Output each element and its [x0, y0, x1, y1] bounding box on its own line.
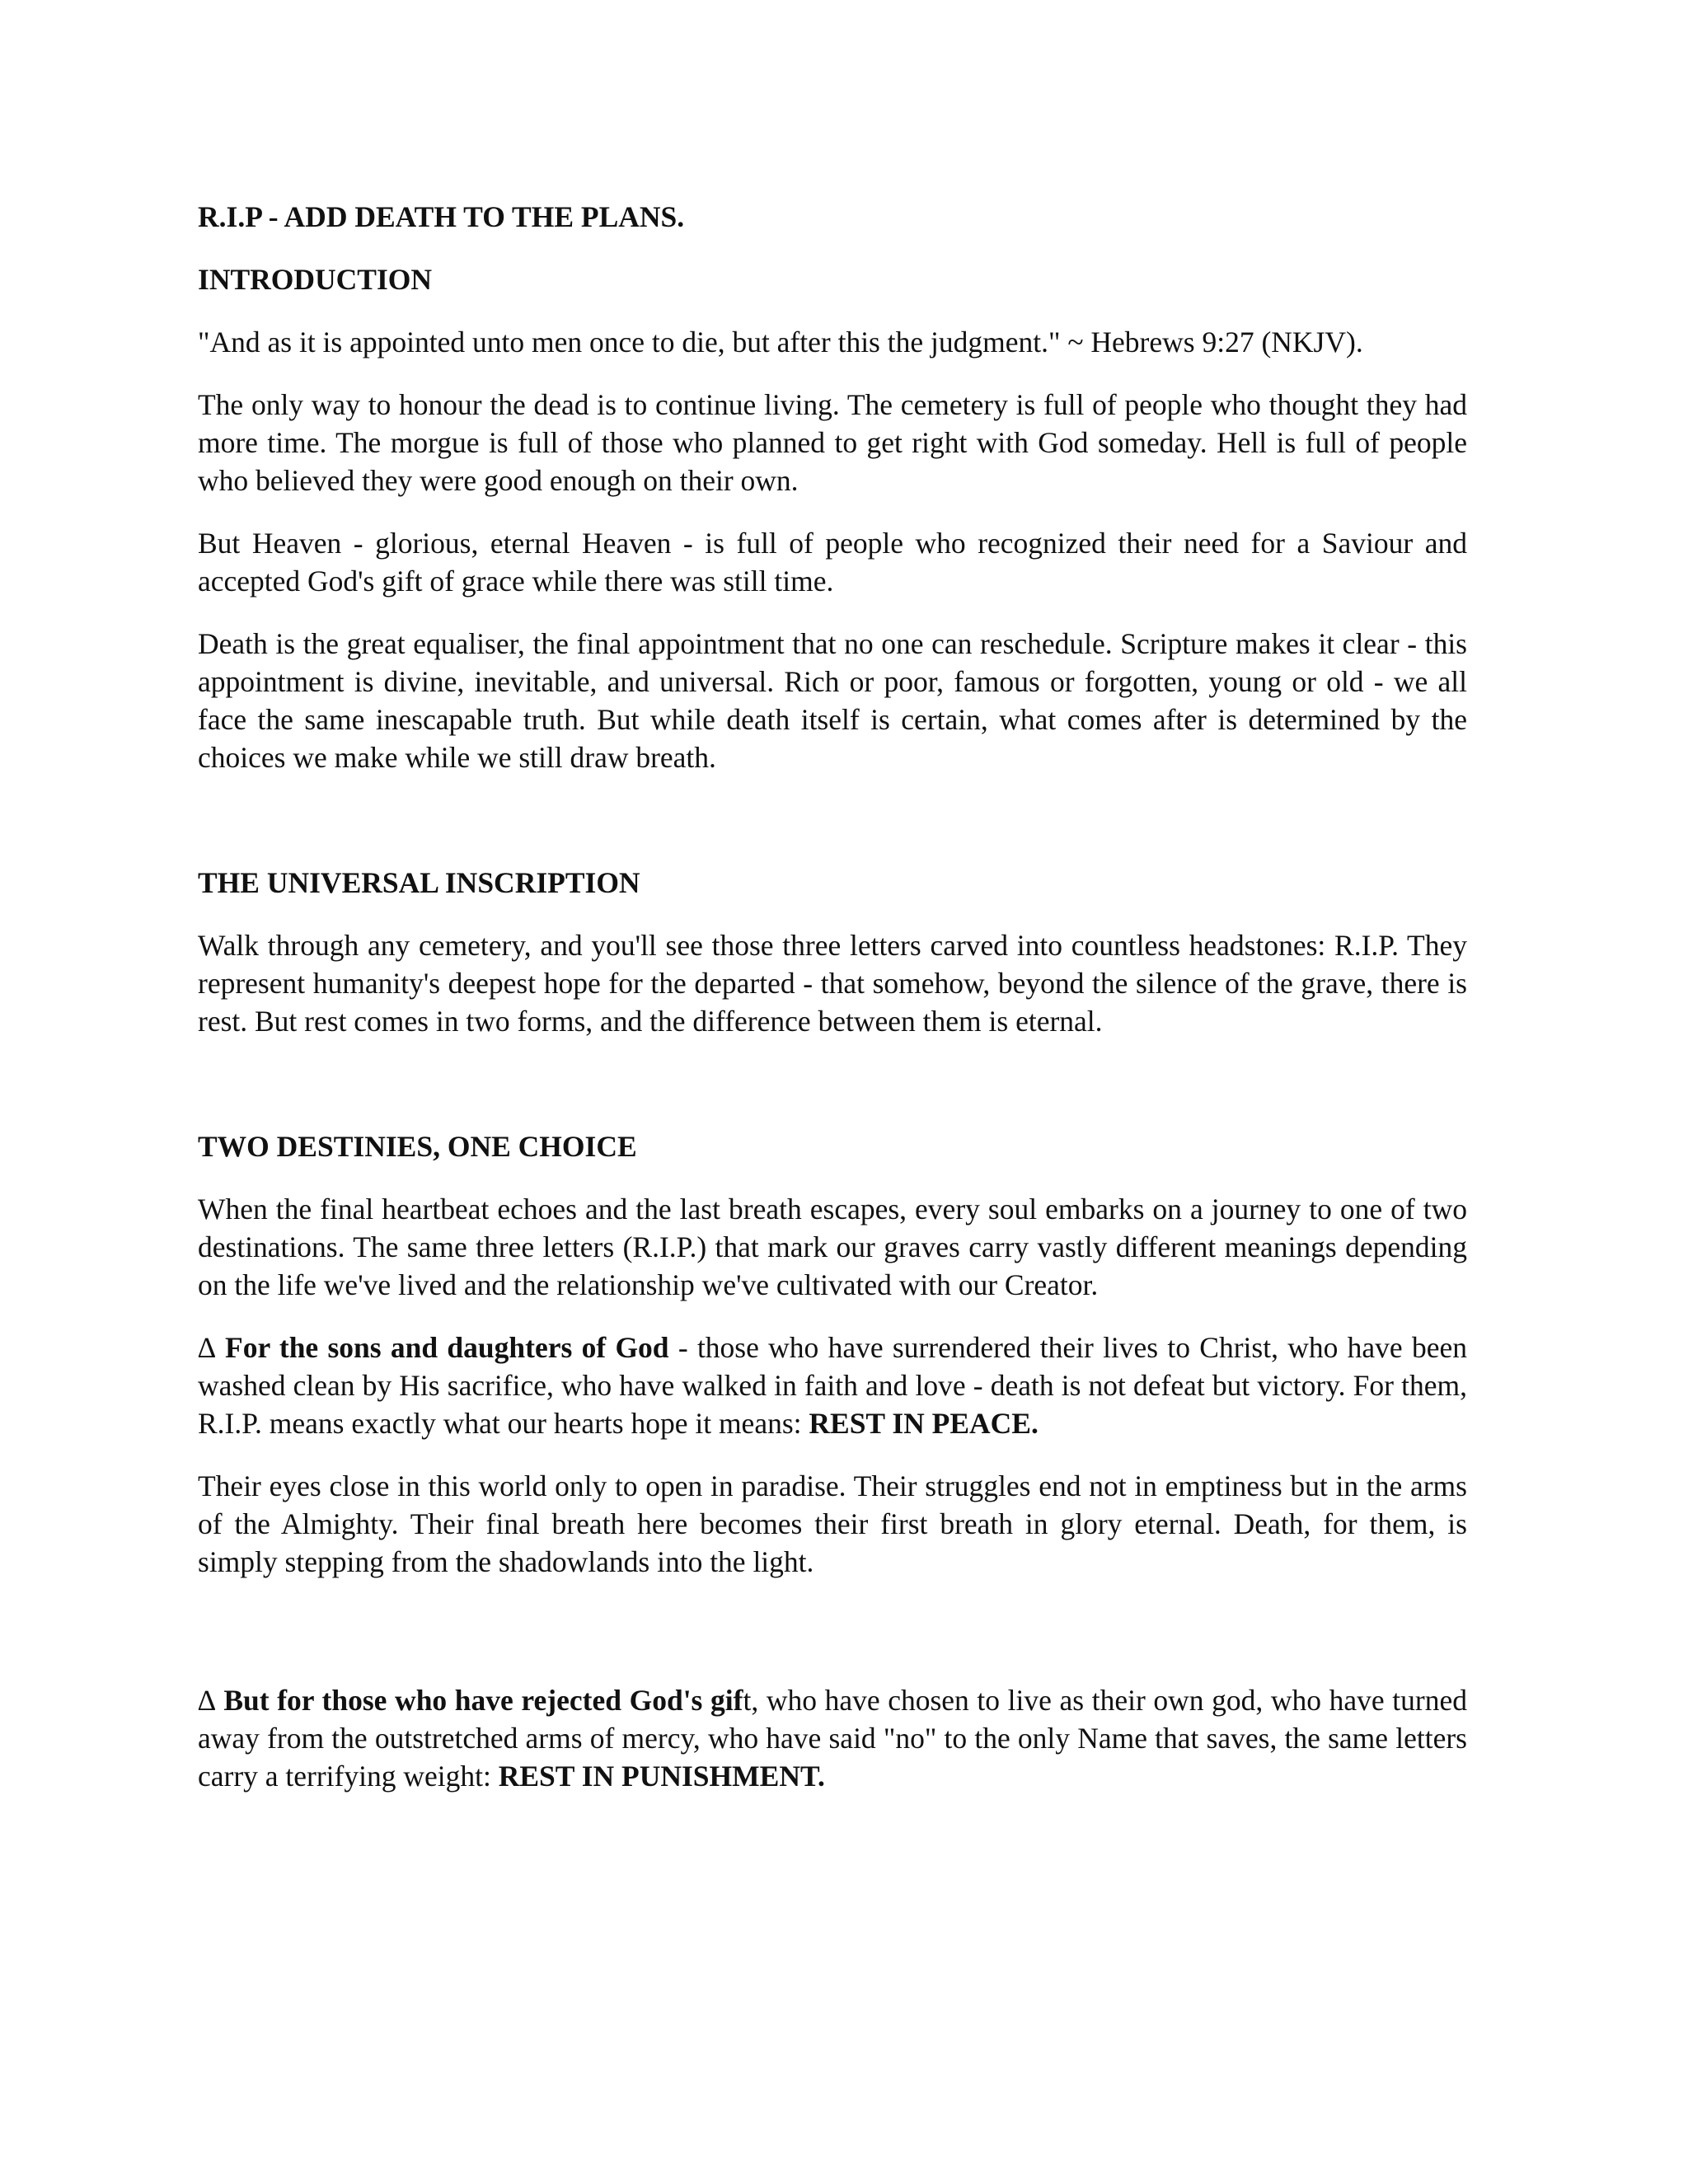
document-title: R.I.P - ADD DEATH TO THE PLANS.	[198, 200, 685, 233]
delta-bullet-icon: ∆	[198, 1684, 216, 1717]
intro-paragraph-3: Death is the great equaliser, the final appointment that no one can reschedule. Scripture makes it clear - this appointment is divine, inevitable, and universal. Rich or poor, famous or forgotten, young or old - we all face the same inescapable truth. But while death itself is certain, what comes after is determined by the choices we make while we still draw breath.	[198, 627, 1467, 774]
bullet-bold-end: REST IN PUNISHMENT.	[498, 1760, 825, 1793]
intro-paragraph-2: But Heaven - glorious, eternal Heaven - is full of people who recognized their need for a Saviour and accepted God's gift of grace while there was still time.	[198, 527, 1467, 598]
bullet-bold-lead: But for those who have rejected God's gif	[223, 1684, 743, 1717]
section-heading-introduction: INTRODUCTION	[198, 263, 433, 296]
bullet-text: - those who have surrendered their lives to Christ, who have been washed clean by His sacrifice, who have walked in faith and love - death is not defeat but victory. For them, R.I.P. means exactly what our hearts hope it means:	[198, 1331, 1467, 1440]
delta-bullet-icon: ∆	[198, 1331, 216, 1364]
destinies-paragraph-2: Their eyes close in this world only to open in paradise. Their struggles end not in emptiness but in the arms of the Almighty. Their final breath here becomes their first breath in glory eternal. Death, for them, is simply stepping from the shadowlands into the light.	[198, 1469, 1467, 1578]
intro-paragraph-1: The only way to honour the dead is to continue living. The cemetery is full of people who thought they had more time. The morgue is full of those who planned to get right with God someday. Hell is full of people who believed they were good enough on their own.	[198, 388, 1467, 497]
document-page	[198, 198, 1467, 1795]
bullet-rejected-gift	[198, 1681, 1467, 1795]
bullet-bold-end: REST IN PEACE.	[809, 1407, 1039, 1440]
intro-verse: "And as it is appointed unto men once to die, but after this the judgment." ~ Hebrews 9:27 (NKJV).	[198, 326, 1363, 359]
bullet-text: , who have chosen to live as their own god, who have turned away from the outstretched arms of mercy, who have said "no" to the only Name that saves, the same letters carry a terrifying weight:	[198, 1684, 1467, 1793]
destinies-paragraph-1: When the final heartbeat echoes and the last breath escapes, every soul embarks on a journey to one of two destinations. The same three letters (R.I.P.) that mark our graves carry vastly different meanings depending on the life we've lived and the relationship we've cultivated with our Creator.	[198, 1193, 1467, 1301]
bullet-lead-tail: t	[743, 1684, 752, 1717]
section-heading-inscription: THE UNIVERSAL INSCRIPTION	[198, 866, 640, 899]
inscription-paragraph: Walk through any cemetery, and you'll see those three letters carved into countless headstones: R.I.P. They represent humanity's deepest hope for the departed - that somehow, beyond the silence of the grave, there is rest. But rest comes in two forms, and the difference between them is eternal.	[198, 929, 1467, 1038]
bullet-bold-lead: For the sons and daughters of God	[225, 1331, 669, 1364]
bullet-sons-of-god	[198, 1329, 1467, 1442]
section-heading-destinies: TWO DESTINIES, ONE CHOICE	[198, 1130, 637, 1163]
